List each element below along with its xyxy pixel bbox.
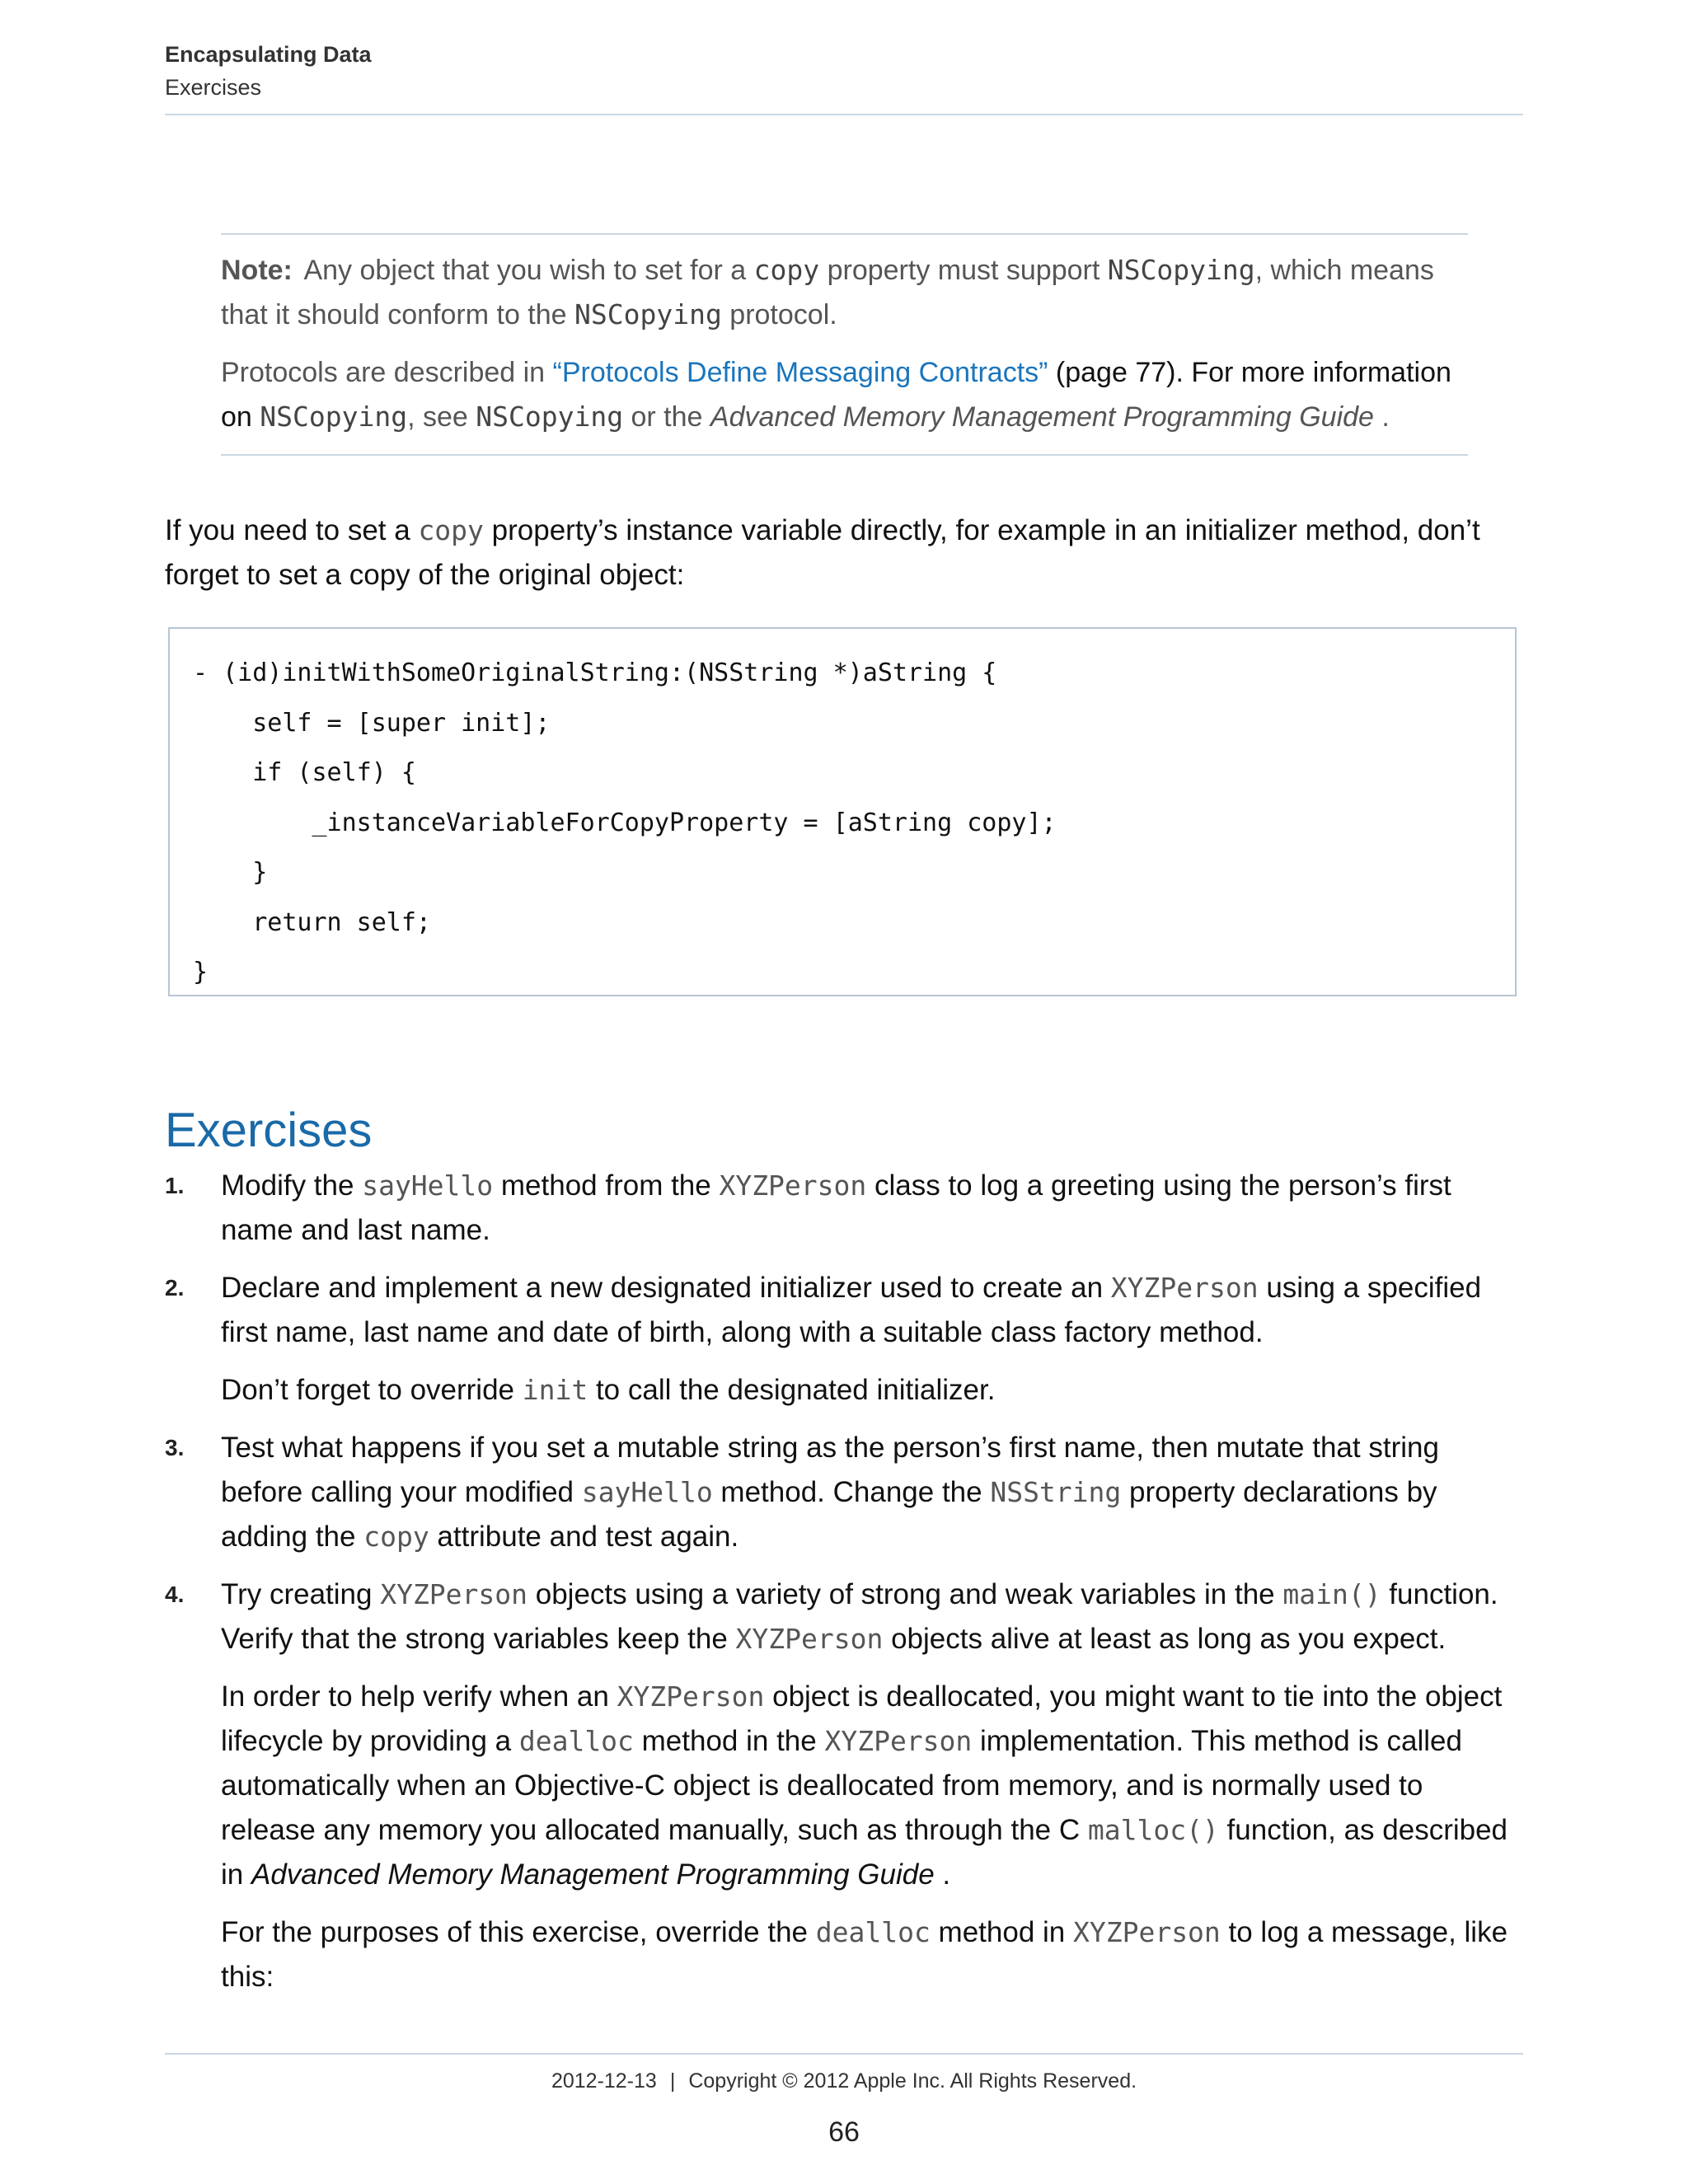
inline-code: XYZPerson bbox=[735, 1623, 884, 1655]
code-line: self = [super init]; bbox=[193, 708, 551, 738]
inline-code: copy bbox=[418, 514, 484, 546]
inline-code: NSString bbox=[990, 1476, 1122, 1508]
inline-code: sayHello bbox=[581, 1476, 713, 1508]
guide-reference: Advanced Memory Management Programming Guide bbox=[710, 401, 1374, 433]
exercise-text: In order to help verify when an XYZPerson object is deallocated, you might want to tie into the object lifecycle by providing a dealloc method in the XYZPerson implementation. This method is called automatically when an Objective-C object is deallocated from memory, and is normally used to release any memory you allocated manually, such as through the C malloc() function, as described in Advanced Memory Management Programming Guide . bbox=[221, 1680, 1508, 1891]
inline-code: XYZPerson bbox=[824, 1725, 973, 1757]
code-block bbox=[168, 627, 1517, 996]
page-number: 66 bbox=[828, 2116, 860, 2148]
code-line: - (id)initWithSomeOriginalString:(NSString *)aString { bbox=[193, 658, 997, 687]
inline-code: sayHello bbox=[362, 1169, 494, 1202]
footer bbox=[0, 2066, 1688, 2096]
footer-date: 2012-12-13 bbox=[551, 2069, 657, 2093]
inline-code: XYZPerson bbox=[719, 1169, 867, 1202]
header-divider bbox=[165, 114, 1523, 115]
note-label: Note: bbox=[221, 255, 293, 286]
exercise-number: 2. bbox=[165, 1275, 185, 1301]
footer-copyright: Copyright © 2012 Apple Inc. All Rights Reserved. bbox=[688, 2069, 1137, 2093]
inline-code: XYZPerson bbox=[1110, 1272, 1259, 1304]
chapter-title: Encapsulating Data bbox=[165, 42, 372, 67]
code-line: _instanceVariableForCopyProperty = [aString copy]; bbox=[193, 808, 1057, 837]
exercise-number: 1. bbox=[165, 1173, 185, 1198]
guide-reference: Advanced Memory Management Programming Guide bbox=[251, 1858, 935, 1891]
inline-code: NSCopying bbox=[476, 401, 624, 433]
inline-code: init bbox=[522, 1374, 588, 1406]
protocols-link[interactable]: “Protocols Define Messaging Contracts” bbox=[552, 357, 1048, 388]
inline-code: XYZPerson bbox=[1072, 1916, 1221, 1948]
inline-code: NSCopying bbox=[260, 401, 408, 433]
exercise-text: Declare and implement a new designated initializer used to create an XYZPerson using a specified first name, last name and date of birth, along with a suitable class factory method. bbox=[221, 1272, 1482, 1348]
inline-code: dealloc bbox=[518, 1725, 634, 1757]
footer-separator: | bbox=[669, 2069, 676, 2093]
exercise-item bbox=[165, 1426, 1525, 1559]
inline-code: NSCopying bbox=[1107, 254, 1255, 286]
exercises-list bbox=[165, 1164, 1525, 2013]
exercise-item bbox=[165, 1572, 1525, 1999]
body-paragraph: If you need to set a copy property’s instance variable directly, for example in an initializer method, don’t forget to set a copy of the original object: bbox=[165, 514, 1480, 591]
note-paragraph-1: Note: Any object that you wish to set for a copy property must support NSCopying, which means that it should conform to the NSCopying protocol. bbox=[221, 254, 1434, 330]
exercise-text: Modify the sayHello method from the XYZPerson class to log a greeting using the person’s first name and last name. bbox=[221, 1169, 1451, 1246]
exercise-number: 3. bbox=[165, 1435, 185, 1460]
inline-code: copy bbox=[363, 1521, 429, 1553]
footer-divider bbox=[165, 2053, 1523, 2055]
inline-code: copy bbox=[753, 254, 820, 286]
exercise-item bbox=[165, 1266, 1525, 1413]
exercise-text: Don’t forget to override init to call the designated initializer. bbox=[221, 1374, 996, 1406]
exercise-number: 4. bbox=[165, 1582, 185, 1607]
section-title: Exercises bbox=[165, 75, 262, 100]
code-line: if (self) { bbox=[193, 758, 416, 787]
note-box bbox=[221, 233, 1468, 456]
exercises-heading: Exercises bbox=[165, 1104, 373, 1157]
code-line: } bbox=[193, 958, 209, 987]
exercise-item bbox=[165, 1164, 1525, 1253]
exercise-text: For the purposes of this exercise, override the dealloc method in XYZPerson to log a message, like this: bbox=[221, 1916, 1508, 1993]
note-paragraph-2: Protocols are described in “Protocols Define Messaging Contracts” (page 77). For more information on NSCopying, see NSCopying or the Advanced Memory Management Programming Guide . bbox=[221, 357, 1451, 433]
inline-code: NSCopying bbox=[574, 298, 722, 330]
code-line: return self; bbox=[193, 907, 431, 937]
inline-code: main() bbox=[1282, 1578, 1381, 1610]
inline-code: malloc() bbox=[1087, 1814, 1219, 1846]
exercise-text: Test what happens if you set a mutable string as the person’s first name, then mutate that string before calling your modified sayHello method. Change the NSString property declarations by adding the copy attribute and test again. bbox=[221, 1432, 1439, 1553]
inline-code: XYZPerson bbox=[617, 1680, 765, 1713]
inline-code: dealloc bbox=[815, 1916, 931, 1948]
exercise-text: Try creating XYZPerson objects using a variety of strong and weak variables in the main() function. Verify that the strong variables keep the XYZPerson objects alive at least as long as you expect. bbox=[221, 1578, 1498, 1655]
inline-code: XYZPerson bbox=[380, 1578, 528, 1610]
code-line: } bbox=[193, 858, 268, 887]
running-header bbox=[165, 38, 1523, 104]
